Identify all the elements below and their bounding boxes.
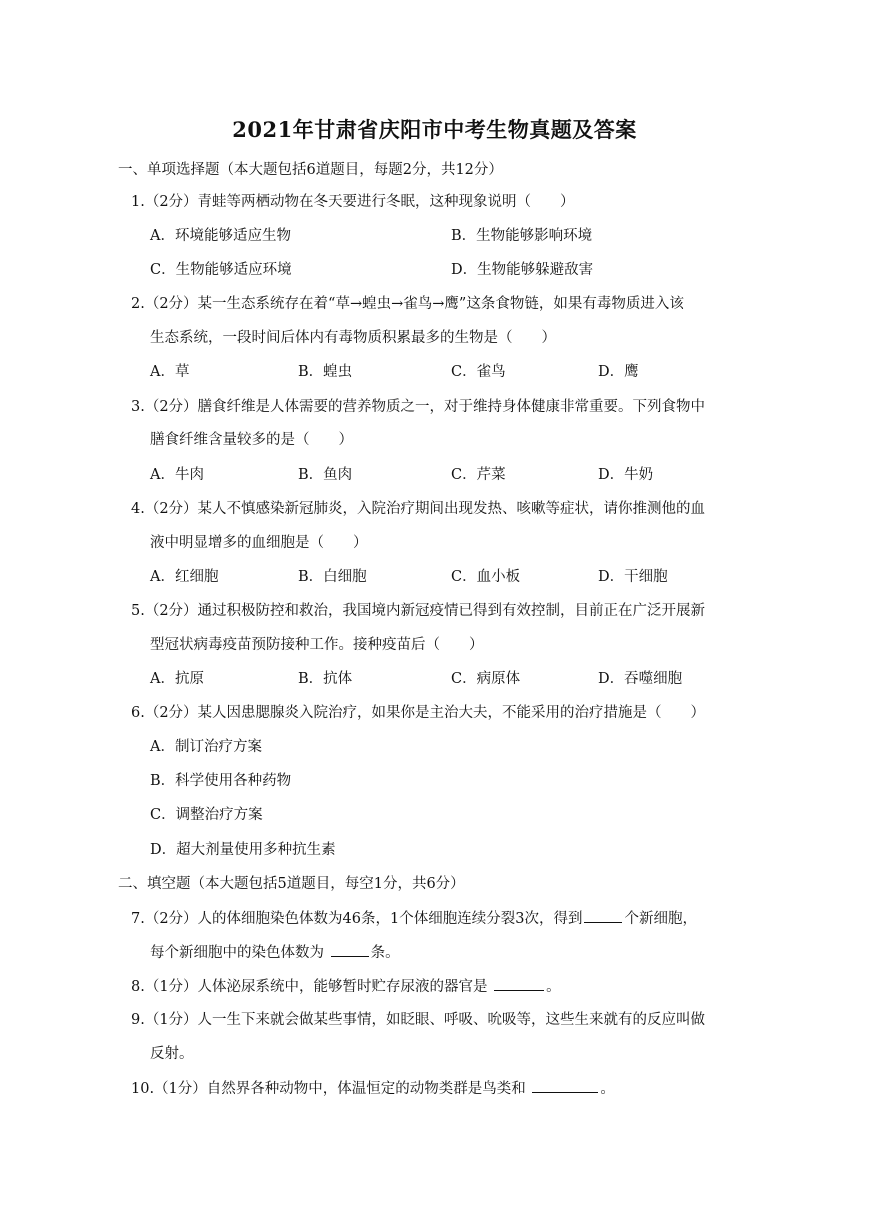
question-10-text-2: 。 [600, 1081, 615, 1097]
question-6-option-d: D．超大剂量使用多种抗生素 [150, 842, 336, 858]
question-7-text-4: 条。 [370, 945, 400, 961]
question-2-option-c: C．雀鸟 [451, 364, 506, 380]
question-1-option-d: D．生物能够躲避敌害 [451, 262, 594, 278]
question-2-stem-line2: 生态系统，一段时间后体内有毒物质积累最多的生物是（ ） [150, 330, 556, 346]
question-6-option-c: C．调整治疗方案 [150, 807, 263, 823]
question-3-option-a: A．牛肉 [150, 467, 204, 483]
question-5-option-a: A．抗原 [150, 671, 204, 687]
section-heading-fill: 二、填空题（本大题包括5道题目，每空1分，共6分） [118, 876, 465, 892]
question-1-option-b: B．生物能够影响环境 [451, 228, 593, 244]
section-heading-choice: 一、单项选择题（本大题包括6道题目，每题2分，共12分） [118, 162, 503, 178]
answer-blank[interactable] [494, 976, 544, 991]
question-10-line [131, 1078, 615, 1099]
question-4-option-a: A．红细胞 [150, 569, 219, 585]
page-title: 2021年甘肃省庆阳市中考生物真题及答案 [232, 117, 637, 142]
question-7-line1 [131, 908, 697, 929]
question-9-stem-line2: 反射。 [150, 1046, 194, 1062]
question-8-line [131, 976, 561, 997]
question-4-stem-line1: 4.（2分）某人不慎感染新冠肺炎，入院治疗期间出现发热、咳嗽等症状，请你推测他的血 [131, 501, 706, 517]
question-3-option-d: D．牛奶 [598, 467, 654, 483]
question-5-stem-line2: 型冠状病毒疫苗预防接种工作。接种疫苗后（ ） [150, 637, 484, 653]
question-1-option-c: C．生物能够适应环境 [150, 262, 292, 278]
question-3-option-c: C．芹菜 [451, 467, 506, 483]
question-7-text-1: 7.（2分）人的体细胞染色体数为46条，1个体细胞连续分裂3次，得到 [131, 911, 583, 927]
question-1-option-a: A．环境能够适应生物 [150, 228, 291, 244]
question-7-line2 [150, 942, 400, 963]
question-2-option-d: D．鹰 [598, 364, 639, 380]
question-7-text-2: 个新细胞， [624, 911, 697, 927]
question-4-option-c: C．血小板 [451, 569, 521, 585]
question-8-text-1: 8.（1分）人体泌尿系统中，能够暂时贮存尿液的器官是 [131, 979, 493, 995]
question-5-option-d: D．吞噬细胞 [598, 671, 683, 687]
answer-blank[interactable] [532, 1078, 598, 1093]
question-6-stem: 6.（2分）某人因患腮腺炎入院治疗，如果你是主治大夫，不能采用的治疗措施是（ ） [131, 705, 706, 721]
question-5-option-c: C．病原体 [451, 671, 521, 687]
question-4-option-b: B．白细胞 [298, 569, 367, 585]
answer-blank[interactable] [331, 942, 369, 957]
question-6-option-b: B．科学使用各种药物 [150, 773, 292, 789]
question-4-option-d: D．干细胞 [598, 569, 668, 585]
question-7-text-3: 每个新细胞中的染色体数为 [150, 945, 329, 961]
question-5-stem-line1: 5.（2分）通过积极防控和救治，我国境内新冠疫情已得到有效控制，目前正在广泛开展新 [131, 603, 706, 619]
question-4-stem-line2: 液中明显增多的血细胞是（ ） [150, 535, 368, 551]
question-1-stem: 1.（2分）青蛙等两栖动物在冬天要进行冬眠，这种现象说明（ ） [131, 194, 575, 210]
answer-blank[interactable] [584, 908, 622, 923]
question-3-stem-line1: 3.（2分）膳食纤维是人体需要的营养物质之一，对于维持身体健康非常重要。下列食物中 [131, 399, 706, 415]
question-10-text-1: 10.（1分）自然界各种动物中，体温恒定的动物类群是鸟类和 [131, 1081, 531, 1097]
question-6-option-a: A．制订治疗方案 [150, 739, 262, 755]
question-3-stem-line2: 膳食纤维含量较多的是（ ） [150, 432, 353, 448]
question-3-option-b: B．鱼肉 [298, 467, 353, 483]
question-8-text-2: 。 [546, 979, 561, 995]
question-5-option-b: B．抗体 [298, 671, 353, 687]
question-9-stem-line1: 9.（1分）人一生下来就会做某些事情，如眨眼、呼吸、吮吸等，这些生来就有的反应叫做 [131, 1012, 706, 1028]
question-2-stem-line1: 2.（2分）某一生态系统存在着“草→蝗虫→雀鸟→鹰”这条食物链，如果有毒物质进入该 [131, 296, 684, 312]
question-2-option-a: A．草 [150, 364, 190, 380]
question-2-option-b: B．蝗虫 [298, 364, 353, 380]
